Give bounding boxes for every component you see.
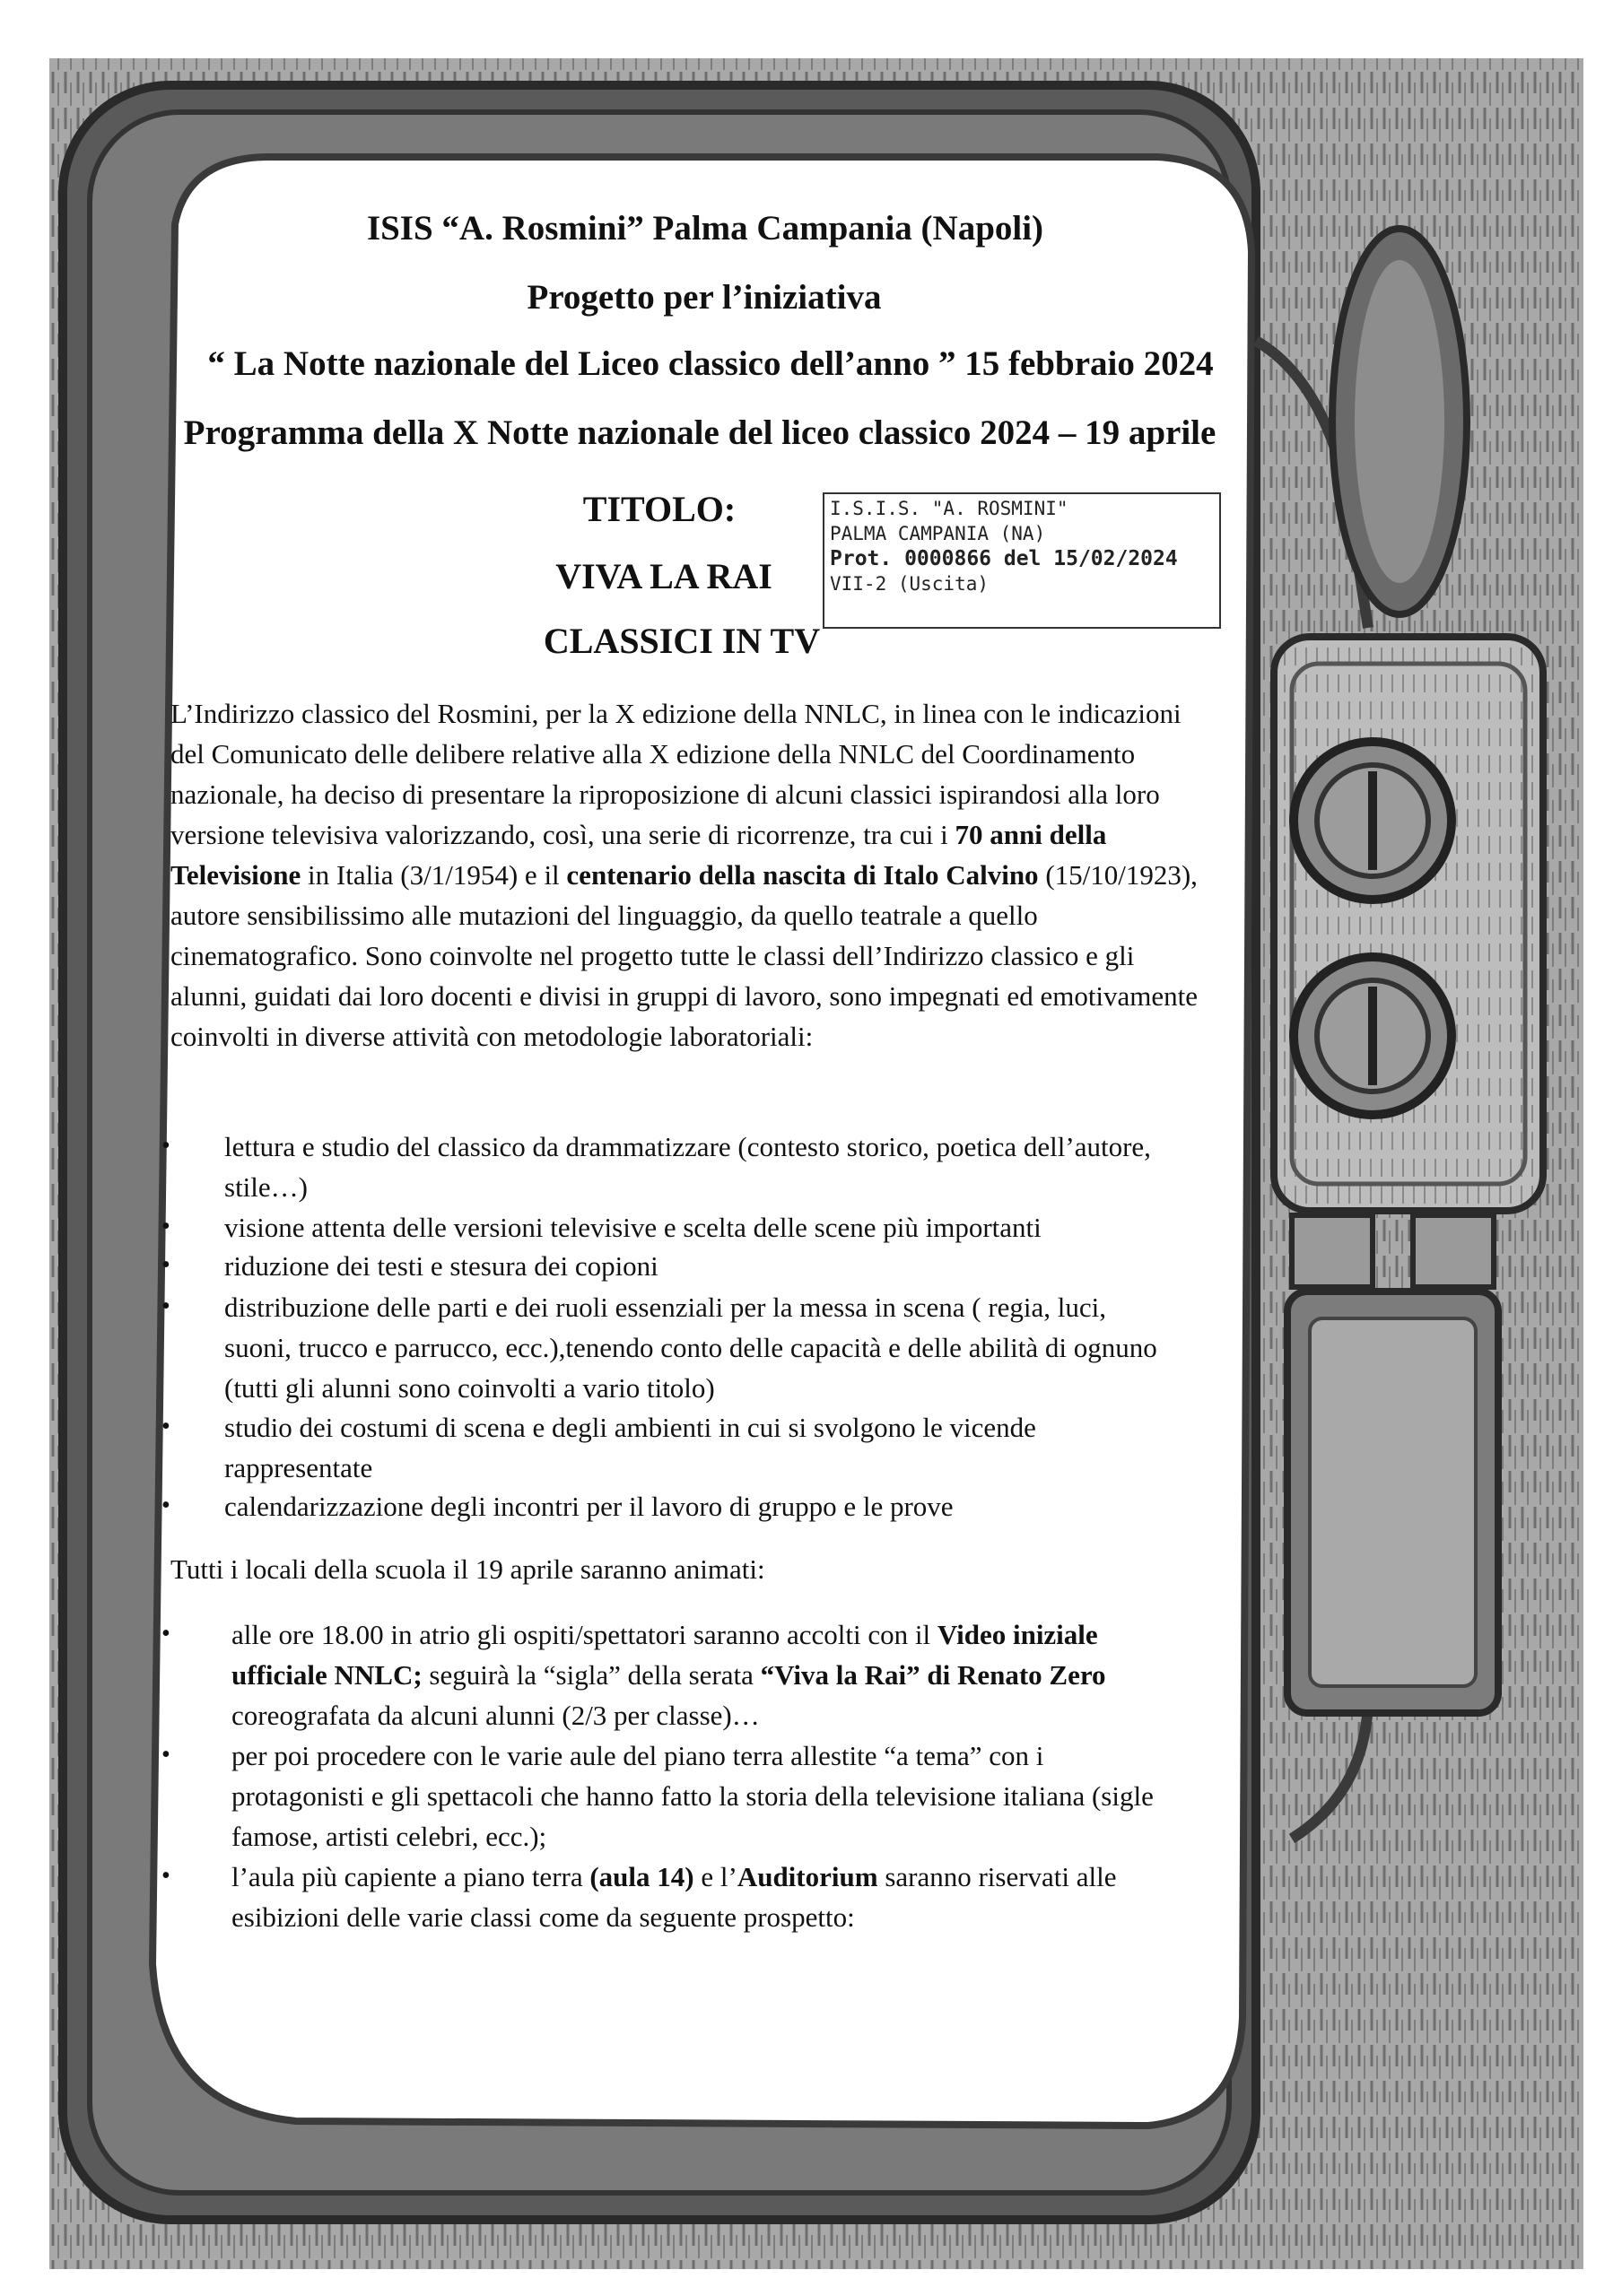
list-item: l’aula più capiente a piano terra (aula 14) e l’Auditorium saranno riservati alle esibizioni delle varie classi come da seguente prospetto: (231, 1861, 1117, 1933)
school-name: ISIS “A. Rosmini” Palma Campania (Napoli) (366, 209, 1044, 248)
list-item: per poi procedere con le varie aule del piano terra allestite “a tema” con i protagonisti e gli spettacoli che hanno fatto la storia della televisione italiana (sigle famose, artisti celebri, ecc.); (231, 1740, 1154, 1852)
bullet-icon: • (161, 1492, 170, 1519)
tv-anniversary: 70 anni della Televisione (170, 819, 1107, 891)
list-item: studio dei costumi di scena e degli ambienti in cui si svolgono le vicende rappresentate (224, 1412, 1036, 1483)
bullet-icon: • (161, 1620, 170, 1648)
bullet-icon: • (161, 1213, 170, 1240)
bullet-icon: • (161, 1741, 170, 1769)
stamp-location: PALMA CAMPANIA (NA) (830, 523, 1046, 544)
list-item: lettura e studio del classico da drammatizzare (contesto storico, poetica dell’autore, stile…) (224, 1131, 1151, 1203)
locali-intro: Tutti i locali della scuola il 19 aprile saranno animati: (170, 1553, 765, 1585)
calvino-centenary: centenario della nascita di Italo Calvino (566, 859, 1039, 891)
protocol-stamp (823, 492, 1221, 629)
intro-paragraph: L’Indirizzo classico del Rosmini, per la X edizione della NNLC, in linea con le indicazioni del Comunicato delle delibere relative alla X edizione della NNLC del Coordinamento nazionale, ha deciso di presentare la riproposizione di alcuni classici ispirandosi alla loro versione televisiva valorizzando, così, una serie di ricorrenze, tra cui i 70 anni della Televisione in Italia (3/1/1954) e il centenario della nascita di Italo Calvino (15/10/1923), autore sensibilissimo alle mutazioni del linguaggio, da quello teatrale a quello cinematografico. Sono coinvolte nel progetto tutte le classi dell’Indirizzo classico e gli alunni, guidati dai loro docenti e divisi in gruppi di lavoro, sono impegnati ed emotivamente coinvolti in diverse attività con metodologie laboratoriali: (170, 698, 1199, 1052)
list-item: distribuzione delle parti e dei ruoli essenziali per la messa in scena ( regia, luci, suoni, trucco e parrucco, ecc.),tenendo conto delle capacità e delle abilità di ognuno (tutti gli alunni sono coinvolti a vario titolo) (224, 1292, 1157, 1404)
bullet-icon: • (161, 1413, 170, 1440)
list-item: calendarizzazione degli incontri per il lavoro di gruppo e le prove (224, 1491, 954, 1522)
document-title-sub: CLASSICI IN TV (543, 621, 821, 661)
list-item: visione attenta delle versioni televisive e scelta delle scene più importanti (224, 1212, 1042, 1243)
stamp-protocol-number: Prot. 0000866 del 15/02/2024 (830, 547, 1178, 570)
bullet-icon: • (161, 1292, 170, 1320)
program-line: Programma della X Notte nazionale del liceo classico 2024 – 19 aprile (183, 413, 1216, 452)
titolo-label: TITOLO: (582, 489, 737, 529)
initiative-line: “ La Notte nazionale del Liceo classico dell’anno ” 15 febbraio 2024 (207, 344, 1214, 383)
document-title: VIVA LA RAI (555, 556, 772, 596)
stamp-school: I.S.I.S. "A. ROSMINI" (830, 498, 1068, 519)
project-subtitle: Progetto per l’iniziativa (527, 278, 882, 317)
stamp-classification: VII-2 (Uscita) (830, 573, 990, 595)
list-item: riduzione dei testi e stesura dei copioni (224, 1250, 658, 1282)
list-item: alle ore 18.00 in atrio gli ospiti/spettatori saranno accolti con il Video iniziale ufficiale NNLC; seguirà la “sigla” della serata “Viva la Rai” di Renato Zero coreografata da alcuni alunni (2/3 per classe)… (231, 1619, 1106, 1731)
bullet-icon: • (161, 1862, 170, 1890)
bullet-icon: • (161, 1132, 170, 1160)
bullet-icon: • (161, 1251, 170, 1279)
